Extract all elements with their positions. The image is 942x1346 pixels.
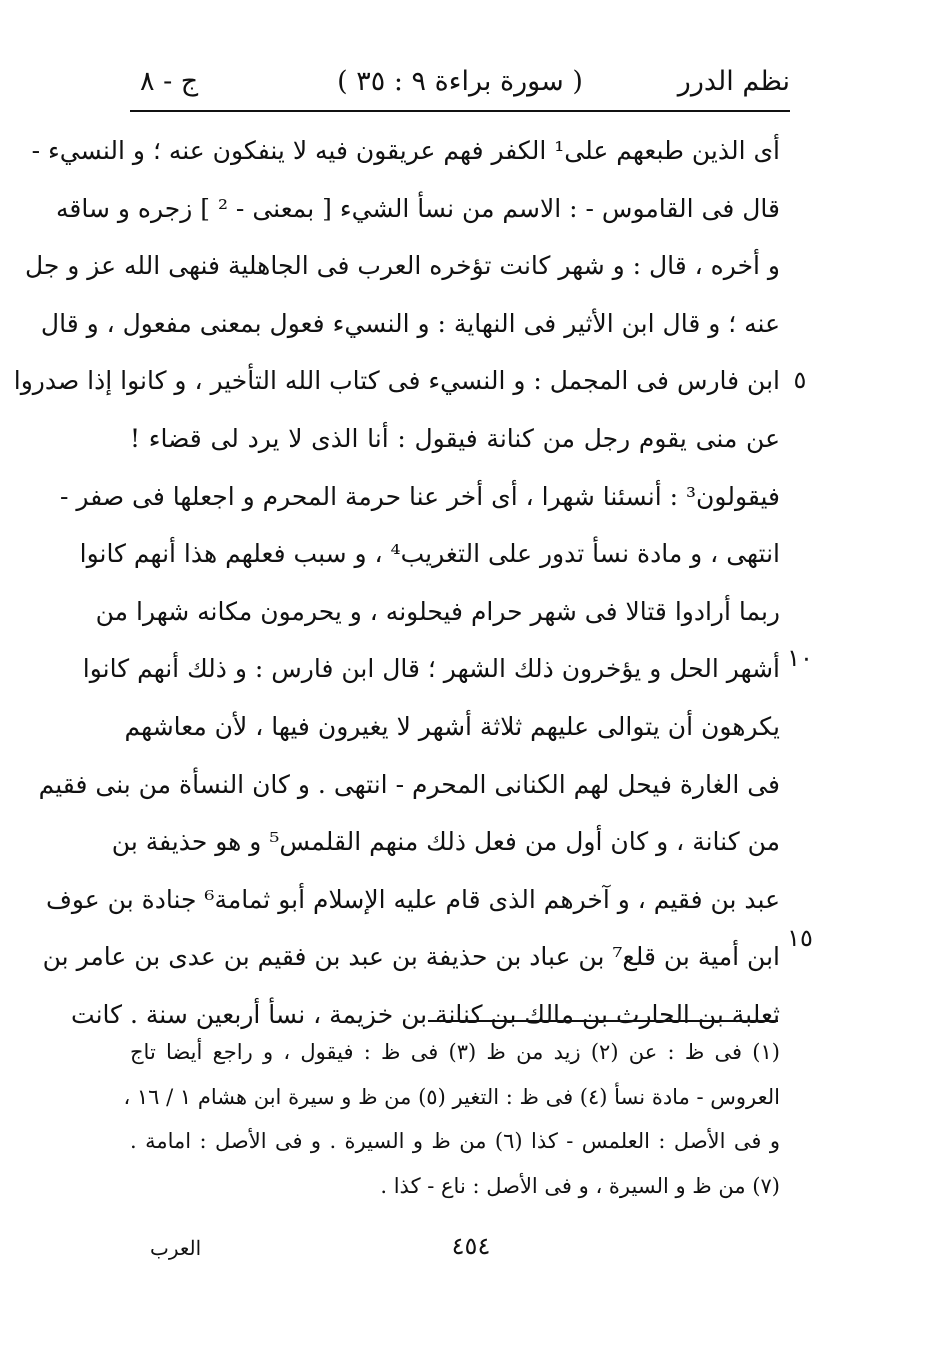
text-line: فى الغارة فيحل لهم الكنانى المحرم - انتهى . و كان النسأة من بنى فقيم [38, 769, 780, 799]
text-line: ابن فارس فى المجمل : و النسيء فى كتاب الله التأخير ، و كانوا إذا صدروا [13, 366, 780, 396]
line-number-15: ١٥ [787, 924, 813, 952]
page-number: ٤٥٤ [451, 1232, 491, 1260]
text-line: فيقولون³ : أنسئنا شهرا ، أى أخر عنا حرمة المحرم و اجعلها فى صفر - [60, 481, 780, 511]
text-line: انتهى ، و مادة نسأ تدور على التغريب⁴ ، و سبب فعلهم هذا أنهم كانوا [79, 539, 780, 569]
text-line: ابن أمية بن قلع⁷ بن عباد بن حذيفة بن عبد بن فقيم بن عدى بن عامر بن [42, 942, 780, 972]
text-line: عنه ؛ و قال ابن الأثير فى النهاية : و النسيء فعول بمعنى مفعول ، و قال [40, 308, 780, 338]
footnote-line: (٧) من ظ و السيرة ، و فى الأصل : ناع - كذا . [380, 1173, 780, 1198]
header-surah-reference: ( سورة براءة ٩ : ٣٥ ) [337, 66, 583, 97]
catchword: العرب [150, 1236, 202, 1260]
text-line: ربما أرادوا قتالا فى شهر حرام فيحلونه ، و يحرمون مكانه شهرا من [95, 596, 780, 626]
text-line: يكرهون أن يتوالى عليهم ثلاثة أشهر لا يغيرون فيها ، لأن معاشهم [124, 711, 780, 741]
footnote-line: و فى الأصل : العلمس - كذا (٦) من ظ و السيرة . و فى الأصل : امامة . [130, 1129, 780, 1153]
text-line: عن منى يقوم رجل من كنانة فيقول : أنا الذى لا يرد لى قضاء ! [130, 423, 780, 453]
text-line: و أخره ، قال : و شهر كانت تؤخره العرب فى الجاهلية فنهى الله عز و جل [24, 251, 780, 281]
line-number-5: ٥ [793, 366, 807, 394]
text-line: أى الذين طبعهم على¹ الكفر فهم عريقون فيه لا ينفكون عنه ؛ و النسيء - [31, 136, 780, 165]
text-line: أشهر الحل و يؤخرون ذلك الشهر ؛ قال ابن فارس : و ذلك أنهم كانوا [82, 654, 780, 684]
footnote-line: العروس - مادة نسأ (٤) فى ظ : التغير (٥) من ظ و سيرة ابن هشام ١ / ١٦ ، [123, 1084, 780, 1109]
footnote-divider [428, 1020, 778, 1022]
main-text [13, 122, 780, 1044]
footnotes [123, 1030, 780, 1208]
header-divider [130, 110, 790, 112]
line-number-10: ١٠ [787, 644, 813, 672]
text-line: من كنانة ، و كان أول من فعل ذلك منهم القلمس⁵ و هو حذيفة بن [111, 827, 780, 857]
running-header [130, 58, 790, 108]
footnote-line: (١) فى ظ : عن (٢) زيد من ظ (٣) فى ظ : فيقول ، و راجع أيضا تاج [130, 1040, 780, 1064]
text-line: ثعلبة بن الحارث بن مالك بن كنانة بن خزيمة ، نسأ أربعين سنة . كانت [71, 999, 780, 1029]
header-volume: ج - ٨ [140, 66, 199, 97]
header-book-title: نظم الدرر [677, 66, 790, 97]
text-line: عبد بن فقيم ، و آخرهم الذى قام عليه الإسلام أبو ثمامة⁶ جنادة بن عوف [45, 884, 780, 914]
text-line: قال فى القاموس - : الاسم من نسأ الشيء [ بمعنى - ² ] زجره و ساقه [56, 193, 780, 223]
